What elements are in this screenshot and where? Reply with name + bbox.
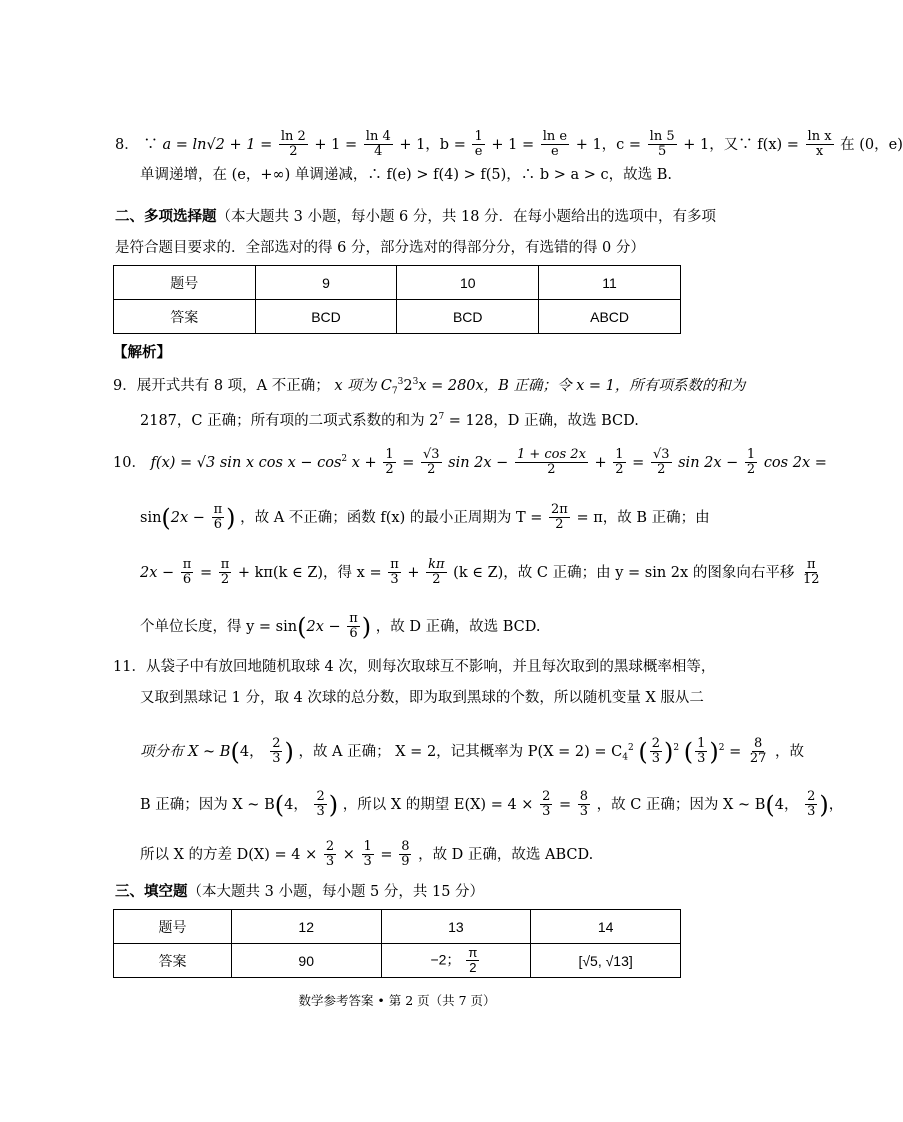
q11-line-2: 又取到黑球记 1 分，取 4 次球的总分数，即为取到黑球的个数，所以随机变量 X 服从二 xyxy=(140,690,704,706)
q10-line-1: 10． f(x) = √3 sin x $\cos x - \cos^2 x$ + $\frac{1}{2}$ = $\frac{√3}{2}$ sin 2x − $\frac{1 + \cos 2x}{2}$ + $\frac{1}{2}$ = $\frac{√3}{2}$ sin 2x − $\frac{1}{2}$ cos 2x = xyxy=(113,447,827,478)
table-header-cell: 题号 xyxy=(114,266,256,300)
fraction: $\frac{2\pi}{2}$ xyxy=(551,502,568,533)
q8-line-2: 单调递增，在 (e，+∞) 单调递减，∴ f(e) > f(4) > f(5)，∴ b > a > c，故选 B. xyxy=(140,167,673,183)
fraction: $\frac{\pi}{6}$ xyxy=(213,502,223,533)
fraction: $\frac{\pi}{2}$ xyxy=(220,557,230,588)
fraction: $\frac{2}{3}$ xyxy=(807,789,816,820)
fraction: $\frac{\ln 5}{5}$ xyxy=(649,129,675,160)
q10-line-4: 个单位长度，得 y = sin(2x − $\frac{\pi}{6}$ ) ，故 D 正确，故选 BCD. xyxy=(140,611,541,642)
fraction: $\frac{\ln 4}{4}$ xyxy=(365,129,391,160)
q8-expression: 8． ∵ a = ln√2 + 1 = $\frac{\ln 2}{2}$ + 1 = $\frac{\ln 4}{4}$ + 1，b = $\frac{1}{e}$ + 1 = $\frac{\text{ln e}}{e}$ + 1，c = $\frac{\ln 5}{5}$ + 1，又∵ f(x) = $\frac{\text{ln x}}{x}$ 在 (0，e) xyxy=(115,129,903,160)
table-cell: 14 xyxy=(531,910,681,944)
table-cell: BCD xyxy=(397,300,539,334)
fraction: $\frac{8}{3}$ xyxy=(579,789,588,820)
answer-table-multiple-choice xyxy=(113,265,681,334)
fraction: $\frac{1}{3}$ xyxy=(363,839,372,870)
table-cell: BCD xyxy=(255,300,397,334)
table-cell: 12 xyxy=(231,910,381,944)
fraction: $\frac{2}{3}$ xyxy=(316,789,325,820)
fraction: $\frac{k\pi}{2}$ xyxy=(428,557,445,588)
q11-line-4: B 正确；因为 X ~ B(4， $\frac{2}{3}$ ) ，所以 X 的期望 E(X) = 4 × $\frac{2}{3}$ = $\frac{8}{3}$ ，故 C 正确；因为 X ~ B(4， $\frac{2}{3}$ )， xyxy=(140,789,844,820)
fraction: $\frac{2}{3}$ xyxy=(325,839,335,870)
table-cell: 11 xyxy=(539,266,681,300)
table-cell: ABCD xyxy=(539,300,681,334)
table-cell: 9 xyxy=(255,266,397,300)
q9-line-1: 9．展开式共有 8 项，A 不正确； x 项为 $C_7^32^3x = 280x$，B 正确；令 x = 1，所有项系数的和为 xyxy=(113,377,746,397)
fraction: $\frac{1}{2}$ xyxy=(385,447,394,478)
fraction: $\frac{1}{2}$ xyxy=(746,447,756,478)
q10-line-3: 2x − $\frac{\pi}{6}$ = $\frac{\pi}{2}$ + kπ(k ∈ Z)，得 x = $\frac{\pi}{3}$ + $\frac{k\pi}{2}$ (k ∈ Z)，故 C 正确；由 y = sin 2x 的图象向右平移 $\frac{\pi}{12}$ xyxy=(140,557,820,588)
fraction: $\frac{1 + \cos 2x}{2}$ xyxy=(516,447,586,478)
answer-table-fill-in xyxy=(113,909,681,978)
table-cell: −2； $\frac{\pi}{2}$ xyxy=(381,944,531,978)
section-2-description: 是符合题目要求的．全部选对的得 6 分，部分选对的得部分分，有选错的得 0 分） xyxy=(115,240,645,256)
table-row xyxy=(114,266,681,300)
fraction: $\frac{1}{2}$ xyxy=(615,447,624,478)
q9-line-2: 2187，C 正确；所有项的二项式系数的和为 $2^7 = 128$，D 正确，故选 BCD. xyxy=(140,412,639,429)
fraction: $\frac{8}{27}$ xyxy=(749,736,767,767)
table-header-cell: 答案 xyxy=(114,300,256,334)
fraction: $\frac{\pi}{12}$ xyxy=(802,557,820,588)
fraction: $\frac{2}{3}$ xyxy=(542,789,551,820)
table-cell: 90 xyxy=(231,944,381,978)
q11-line-3: 项分布 X ~ B(4， $\frac{2}{3}$ ) ，故 A 正确； X = 2，记其概率为 $P(X = 2) = C_4^2$ ( $\frac{2}{3}$ )$^2$ ( $\frac{1}{3}$ )$^2$ = $\frac{8}{27}$ ，故 xyxy=(140,736,804,767)
section-3-heading: 三、填空题（本大题共 3 小题，每小题 5 分，共 15 分） xyxy=(115,883,485,900)
fraction: $\frac{\text{ln e}}{e}$ xyxy=(542,129,568,160)
fraction: $\frac{√3}{2}$ xyxy=(422,447,440,478)
fraction: $\frac{\pi}{6}$ xyxy=(182,557,192,588)
fraction: $\frac{\text{ln x}}{x}$ xyxy=(807,129,832,160)
fraction: $\frac{1}{3}$ xyxy=(697,736,706,767)
table-cell: 13 xyxy=(381,910,531,944)
table-header-cell: 答案 xyxy=(114,944,232,978)
q10-line-2: sin(2x − $\frac{\pi}{6}$ ) ，故 A 不正确；函数 f(x) 的最小正周期为 T = $\frac{2\pi}{2}$ = π，故 B 正确；由 xyxy=(140,502,710,533)
section-2-heading: 二、多项选择题（本大题共 3 小题，每小题 6 分，共 18 分．在每小题给出的选项中，有多项 xyxy=(115,208,717,225)
fraction: $\frac{1}{e}$ xyxy=(474,129,483,160)
fraction: $\frac{\pi}{3}$ xyxy=(390,557,399,588)
q11-line-1: 11．从袋子中有放回地随机取球 4 次，则每次取球互不影响，并且每次取到的黑球概率相等， xyxy=(113,659,716,675)
fraction: $\frac{√3}{2}$ xyxy=(652,447,670,478)
page-footer: 数学参考答案 • 第 2 页（共 7 页） xyxy=(298,993,496,1008)
fraction: $\frac{2}{3}$ xyxy=(651,736,660,767)
fraction: $\frac{\pi}{2}$ xyxy=(468,944,478,975)
analysis-label: 【解析】 xyxy=(113,344,171,361)
table-row xyxy=(114,300,681,334)
table-cell: 10 xyxy=(397,266,539,300)
table-cell: [√5, √13] xyxy=(531,944,681,978)
table-header-cell: 题号 xyxy=(114,910,232,944)
q11-line-5: 所以 X 的方差 D(X) = 4 × $\frac{2}{3}$ × $\frac{1}{3}$ = $\frac{8}{9}$ ，故 D 正确，故选 ABCD. xyxy=(140,839,594,870)
fraction: $\frac{\pi}{6}$ xyxy=(349,611,358,642)
fraction: $\frac{8}{9}$ xyxy=(401,839,410,870)
fraction: $\frac{2}{3}$ xyxy=(272,736,281,767)
table-row xyxy=(114,910,681,944)
table-row xyxy=(114,944,681,978)
fraction: $\frac{\ln 2}{2}$ xyxy=(280,129,306,160)
